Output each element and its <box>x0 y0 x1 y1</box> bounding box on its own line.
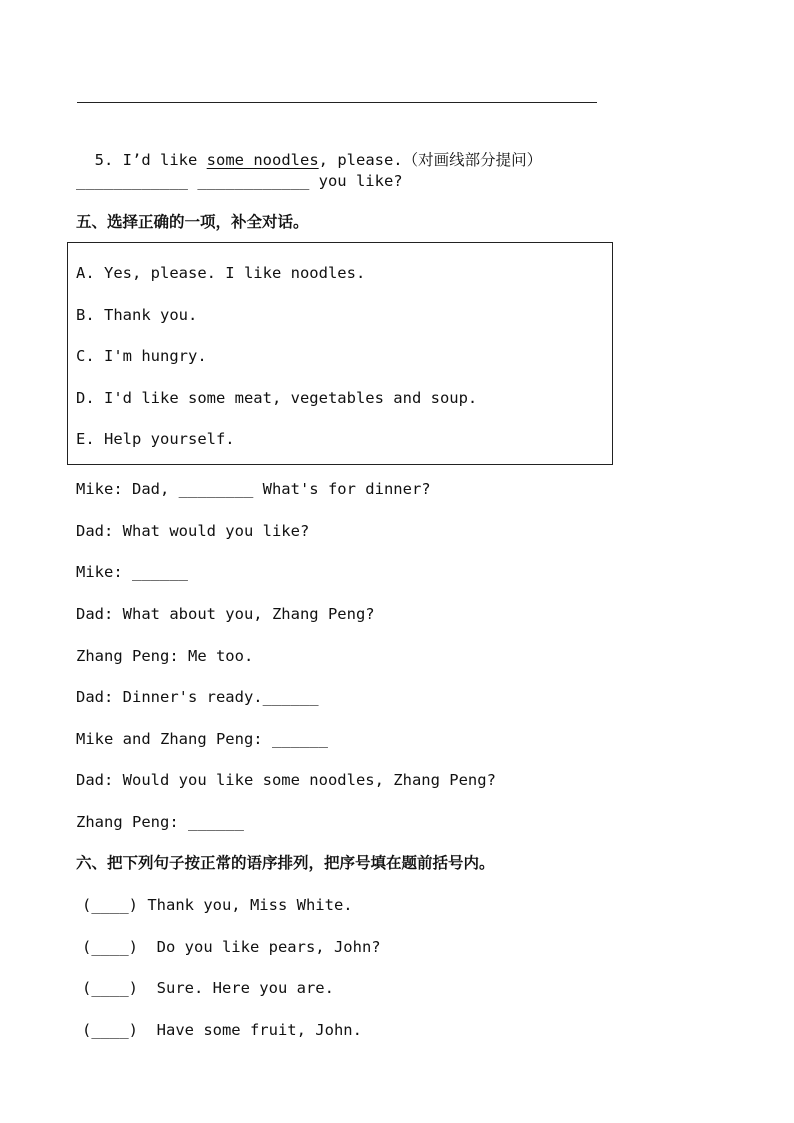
answer-rule-line <box>77 102 597 103</box>
question-5-text-after: , please.（对画线部分提问） <box>318 151 543 169</box>
question-5-text-before: I’d like <box>113 151 207 169</box>
option-e: E. Help yourself. <box>76 430 235 448</box>
dialogue-line: Mike: ______ <box>76 563 188 581</box>
dialogue-line: Zhang Peng: ______ <box>76 813 244 831</box>
option-a: A. Yes, please. I like noodles. <box>76 264 366 282</box>
dialogue-line: Zhang Peng: Me too. <box>76 647 254 665</box>
section-5-heading: 五、选择正确的一项，补全对话。 <box>76 213 309 231</box>
ordering-item: (____) Thank you, Miss White. <box>82 896 353 914</box>
dialogue-line: Dad: What would you like? <box>76 522 310 540</box>
dialogue-line: Mike and Zhang Peng: ______ <box>76 730 328 748</box>
dialogue-line: Dad: Would you like some noodles, Zhang Peng? <box>76 771 496 789</box>
option-b: B. Thank you. <box>76 306 198 324</box>
option-d: D. I'd like some meat, vegetables and soup. <box>76 389 478 407</box>
options-box <box>67 242 613 465</box>
option-c: C. I'm hungry. <box>76 347 207 365</box>
question-5 <box>76 130 542 170</box>
question-5-answer-line: ____________ ____________ you like? <box>76 172 403 190</box>
dialogue-line: Mike: Dad, ________ What's for dinner? <box>76 480 431 498</box>
ordering-item: (____) Do you like pears, John? <box>82 938 381 956</box>
ordering-item: (____) Have some fruit, John. <box>82 1021 362 1039</box>
question-5-number: 5. <box>94 151 114 169</box>
dialogue-line: Dad: What about you, Zhang Peng? <box>76 605 375 623</box>
ordering-item: (____) Sure. Here you are. <box>82 979 334 997</box>
dialogue-line: Dad: Dinner's ready.______ <box>76 688 319 706</box>
question-5-underlined-phrase: some noodles <box>206 151 319 169</box>
section-6-heading: 六、把下列句子按正常的语序排列，把序号填在题前括号内。 <box>76 854 495 872</box>
